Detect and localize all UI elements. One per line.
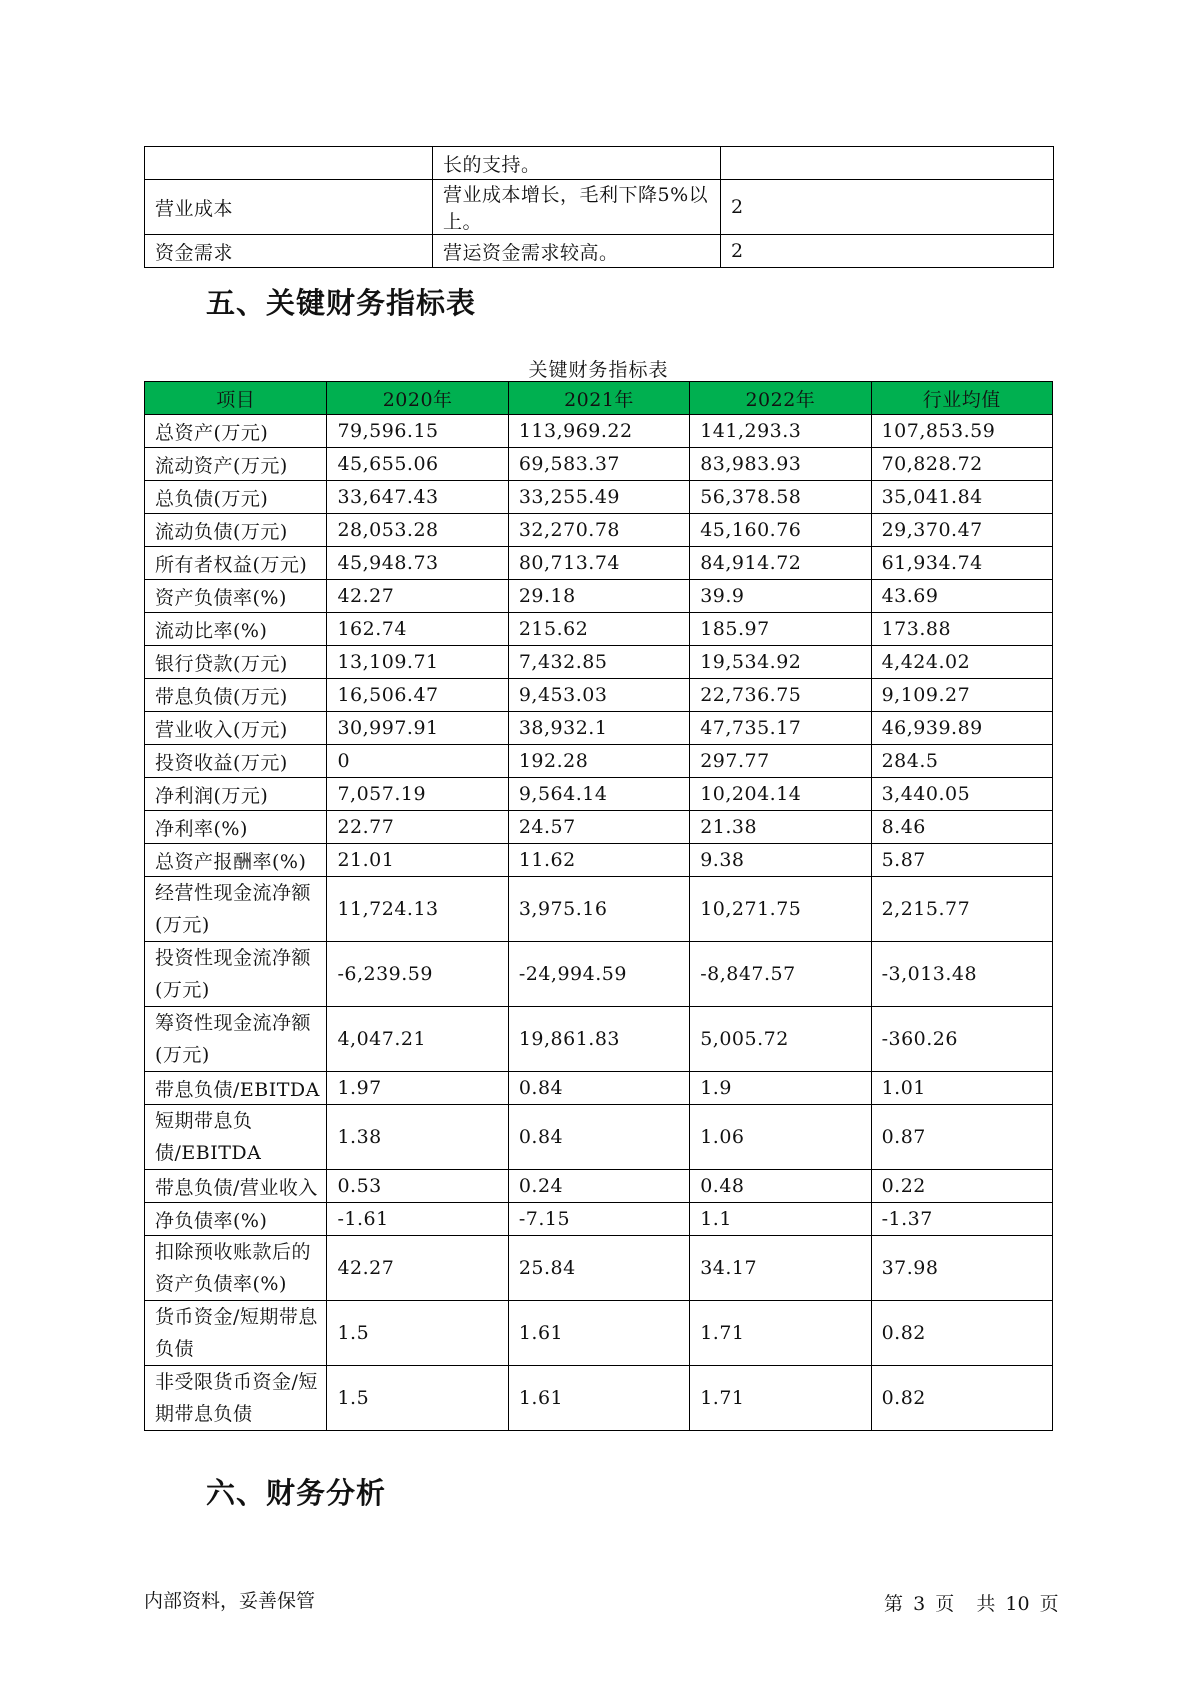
metric-name-cell: 货币资金/短期带息负债 [145, 1301, 327, 1366]
table-row [145, 1301, 1053, 1366]
metric-value-cell: 43.69 [871, 580, 1052, 613]
metric-value-cell: 84,914.72 [690, 547, 871, 580]
metric-value-cell: 162.74 [327, 613, 508, 646]
metric-name-cell: 总资产报酬率(%) [145, 844, 327, 877]
table-row [145, 235, 1054, 268]
total-unit: 页 [1039, 1593, 1059, 1615]
header-item: 项目 [145, 382, 327, 415]
table-cell [145, 147, 433, 180]
metric-value-cell: 47,735.17 [690, 712, 871, 745]
metric-name-cell: 投资性现金流净额(万元) [145, 942, 327, 1007]
metric-value-cell: 1.06 [690, 1105, 871, 1170]
metric-name-cell: 所有者权益(万元) [145, 547, 327, 580]
risk-table-continuation [144, 146, 1054, 268]
metric-value-cell: 13,109.71 [327, 646, 508, 679]
table-row [145, 1105, 1053, 1170]
table-caption: 关键财务指标表 [528, 359, 669, 381]
metric-value-cell: 4,047.21 [327, 1007, 508, 1072]
metric-value-cell: 0.48 [690, 1170, 871, 1203]
metric-value-cell: 113,969.22 [508, 415, 689, 448]
metric-value-cell: 0.82 [871, 1301, 1052, 1366]
metric-value-cell: 0.84 [508, 1105, 689, 1170]
metric-value-cell: 9.38 [690, 844, 871, 877]
footer-confidential-note: 内部资料，妥善保管 [144, 1590, 316, 1612]
metric-value-cell: 2,215.77 [871, 877, 1052, 942]
metric-value-cell: 39.9 [690, 580, 871, 613]
metric-value-cell: 45,948.73 [327, 547, 508, 580]
metric-value-cell: 284.5 [871, 745, 1052, 778]
table-cell: 营业成本 [145, 180, 433, 235]
section-heading-key-metrics: 五、关键财务指标表 [206, 286, 477, 320]
metric-value-cell: 80,713.74 [508, 547, 689, 580]
metric-value-cell: 42.27 [327, 580, 508, 613]
metric-value-cell: 0 [327, 745, 508, 778]
metric-value-cell: 107,853.59 [871, 415, 1052, 448]
metric-name-cell: 总资产(万元) [145, 415, 327, 448]
metric-name-cell: 经营性现金流净额(万元) [145, 877, 327, 942]
metric-value-cell: 46,939.89 [871, 712, 1052, 745]
metric-value-cell: 79,596.15 [327, 415, 508, 448]
metric-value-cell: -8,847.57 [690, 942, 871, 1007]
metric-value-cell: 32,270.78 [508, 514, 689, 547]
table-cell: 2 [721, 235, 1054, 268]
table-row [145, 844, 1053, 877]
metric-name-cell: 扣除预收账款后的资产负债率(%) [145, 1236, 327, 1301]
metric-value-cell: 33,255.49 [508, 481, 689, 514]
metric-name-cell: 净利润(万元) [145, 778, 327, 811]
table-row [145, 1366, 1053, 1431]
metric-value-cell: 1.71 [690, 1366, 871, 1431]
table-row [145, 415, 1053, 448]
table-row [145, 745, 1053, 778]
page-unit: 页 [935, 1593, 955, 1615]
section-heading-financial-analysis: 六、财务分析 [206, 1476, 387, 1510]
metric-value-cell: 9,564.14 [508, 778, 689, 811]
metric-value-cell: 3,975.16 [508, 877, 689, 942]
metric-value-cell: 21.01 [327, 844, 508, 877]
table-cell: 2 [721, 180, 1054, 235]
metric-value-cell: 0.87 [871, 1105, 1052, 1170]
table-row [145, 646, 1053, 679]
metric-value-cell: -3,013.48 [871, 942, 1052, 1007]
metric-value-cell: 19,861.83 [508, 1007, 689, 1072]
metric-value-cell: 30,997.91 [327, 712, 508, 745]
metric-value-cell: 1.38 [327, 1105, 508, 1170]
metric-value-cell: 35,041.84 [871, 481, 1052, 514]
table-row [145, 811, 1053, 844]
metric-value-cell: 3,440.05 [871, 778, 1052, 811]
metric-value-cell: 16,506.47 [327, 679, 508, 712]
table-row [145, 180, 1054, 235]
metric-value-cell: 10,204.14 [690, 778, 871, 811]
metric-value-cell: 37.98 [871, 1236, 1052, 1301]
metric-value-cell: 173.88 [871, 613, 1052, 646]
table-header-row [145, 382, 1053, 415]
metric-value-cell: 45,160.76 [690, 514, 871, 547]
table-row [145, 1007, 1053, 1072]
table-row [145, 1072, 1053, 1105]
table-cell: 长的支持。 [433, 147, 721, 180]
metric-value-cell: 11,724.13 [327, 877, 508, 942]
table-row [145, 481, 1053, 514]
metric-value-cell: 19,534.92 [690, 646, 871, 679]
metric-name-cell: 净负债率(%) [145, 1203, 327, 1236]
metric-value-cell: 42.27 [327, 1236, 508, 1301]
metric-value-cell: 29,370.47 [871, 514, 1052, 547]
metric-value-cell: 1.61 [508, 1366, 689, 1431]
metric-value-cell: -7.15 [508, 1203, 689, 1236]
table-row [145, 712, 1053, 745]
table-row [145, 778, 1053, 811]
metric-value-cell: 38,932.1 [508, 712, 689, 745]
metric-value-cell: 1.5 [327, 1301, 508, 1366]
metric-name-cell: 总负债(万元) [145, 481, 327, 514]
metric-value-cell: 1.97 [327, 1072, 508, 1105]
metric-name-cell: 流动负债(万元) [145, 514, 327, 547]
header-2022: 2022年 [690, 382, 871, 415]
metric-value-cell: 8.46 [871, 811, 1052, 844]
table-row [145, 942, 1053, 1007]
header-industry-avg: 行业均值 [871, 382, 1052, 415]
table-row [145, 1236, 1053, 1301]
metric-value-cell: 45,655.06 [327, 448, 508, 481]
metric-value-cell: 185.97 [690, 613, 871, 646]
metric-value-cell: 4,424.02 [871, 646, 1052, 679]
metric-value-cell: 1.71 [690, 1301, 871, 1366]
metric-value-cell: 7,432.85 [508, 646, 689, 679]
table-cell [721, 147, 1054, 180]
metric-value-cell: 1.5 [327, 1366, 508, 1431]
metric-value-cell: 28,053.28 [327, 514, 508, 547]
page-prefix: 第 [884, 1593, 904, 1615]
table-cell: 营运资金需求较高。 [433, 235, 721, 268]
metric-value-cell: 69,583.37 [508, 448, 689, 481]
metric-value-cell: 33,647.43 [327, 481, 508, 514]
metric-value-cell: 215.62 [508, 613, 689, 646]
metric-value-cell: 9,453.03 [508, 679, 689, 712]
metric-value-cell: 29.18 [508, 580, 689, 613]
header-2020: 2020年 [327, 382, 508, 415]
table-row [145, 514, 1053, 547]
table-row [145, 547, 1053, 580]
page-current: 3 [913, 1593, 926, 1615]
table-row [145, 679, 1053, 712]
metric-name-cell: 带息负债(万元) [145, 679, 327, 712]
metric-value-cell: 0.22 [871, 1170, 1052, 1203]
metric-value-cell: 1.01 [871, 1072, 1052, 1105]
table-row [145, 448, 1053, 481]
table-row [145, 147, 1054, 180]
metric-value-cell: 21.38 [690, 811, 871, 844]
metric-value-cell: 0.82 [871, 1366, 1052, 1431]
table-row [145, 1203, 1053, 1236]
metric-value-cell: 56,378.58 [690, 481, 871, 514]
metric-value-cell: 1.1 [690, 1203, 871, 1236]
metric-value-cell: 83,983.93 [690, 448, 871, 481]
metric-name-cell: 非受限货币资金/短期带息负债 [145, 1366, 327, 1431]
table-row [145, 877, 1053, 942]
metric-value-cell: 297.77 [690, 745, 871, 778]
table-row [145, 1170, 1053, 1203]
metric-name-cell: 短期带息负债/EBITDA [145, 1105, 327, 1170]
metric-value-cell: 5,005.72 [690, 1007, 871, 1072]
metric-value-cell: -6,239.59 [327, 942, 508, 1007]
metric-value-cell: 0.24 [508, 1170, 689, 1203]
metric-name-cell: 流动比率(%) [145, 613, 327, 646]
metric-value-cell: 61,934.74 [871, 547, 1052, 580]
page-total: 10 [1005, 1593, 1030, 1615]
metric-value-cell: -24,994.59 [508, 942, 689, 1007]
metric-value-cell: 192.28 [508, 745, 689, 778]
footer-page-number [882, 1589, 1061, 1616]
metric-value-cell: 70,828.72 [871, 448, 1052, 481]
metric-value-cell: 34.17 [690, 1236, 871, 1301]
metric-value-cell: -1.37 [871, 1203, 1052, 1236]
table-row [145, 580, 1053, 613]
metric-value-cell: -360.26 [871, 1007, 1052, 1072]
metric-name-cell: 带息负债/EBITDA [145, 1072, 327, 1105]
metric-value-cell: 11.62 [508, 844, 689, 877]
metric-value-cell: 141,293.3 [690, 415, 871, 448]
header-2021: 2021年 [508, 382, 689, 415]
table-row [145, 613, 1053, 646]
metric-value-cell: 7,057.19 [327, 778, 508, 811]
metric-value-cell: 22,736.75 [690, 679, 871, 712]
metric-name-cell: 净利率(%) [145, 811, 327, 844]
metric-value-cell: -1.61 [327, 1203, 508, 1236]
total-prefix: 共 [976, 1593, 996, 1615]
metric-name-cell: 银行贷款(万元) [145, 646, 327, 679]
metric-value-cell: 0.84 [508, 1072, 689, 1105]
metric-value-cell: 1.61 [508, 1301, 689, 1366]
metric-name-cell: 筹资性现金流净额(万元) [145, 1007, 327, 1072]
metric-value-cell: 24.57 [508, 811, 689, 844]
table-cell: 营业成本增长，毛利下降5%以上。 [433, 180, 721, 235]
metric-name-cell: 营业收入(万元) [145, 712, 327, 745]
metric-name-cell: 带息负债/营业收入 [145, 1170, 327, 1203]
metric-value-cell: 1.9 [690, 1072, 871, 1105]
metric-value-cell: 0.53 [327, 1170, 508, 1203]
metric-value-cell: 25.84 [508, 1236, 689, 1301]
metric-value-cell: 10,271.75 [690, 877, 871, 942]
metric-value-cell: 5.87 [871, 844, 1052, 877]
metric-name-cell: 流动资产(万元) [145, 448, 327, 481]
key-financial-metrics-table [144, 381, 1053, 1431]
metric-name-cell: 资产负债率(%) [145, 580, 327, 613]
metric-value-cell: 22.77 [327, 811, 508, 844]
table-cell: 资金需求 [145, 235, 433, 268]
metric-value-cell: 9,109.27 [871, 679, 1052, 712]
metric-name-cell: 投资收益(万元) [145, 745, 327, 778]
